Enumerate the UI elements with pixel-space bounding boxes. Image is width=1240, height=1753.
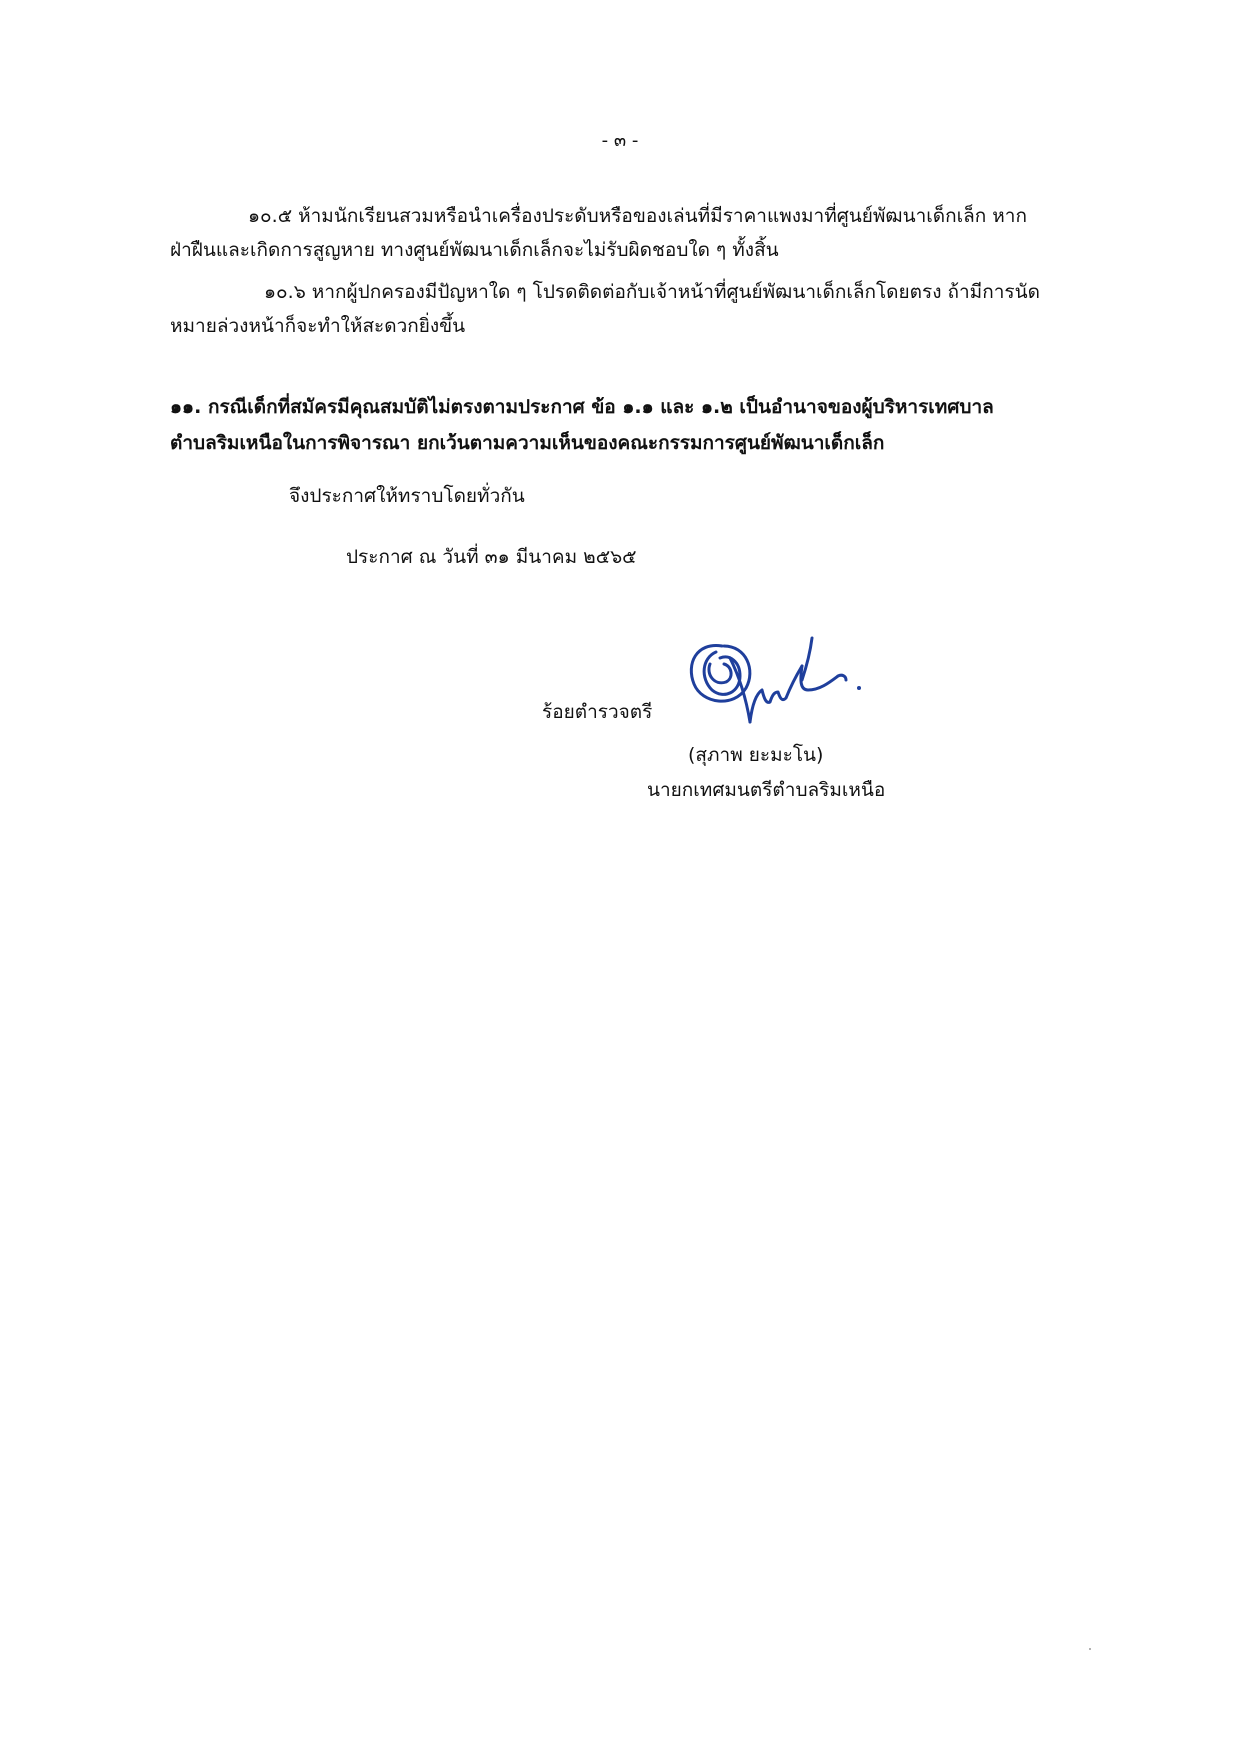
clause-11-line-1: ๑๑. กรณีเด็กที่สมัครมีคุณสมบัติไม่ตรงตามประกาศ ข้อ ๑.๑ และ ๑.๒ เป็นอำนาจของผู้บริหารเทศบาล	[170, 396, 994, 418]
clause-10-6-line-1: ๑๐.๖ หากผู้ปกครองมีปัญหาใด ๆ โปรดติดต่อกับเจ้าหน้าที่ศูนย์พัฒนาเด็กเล็กโดยตรง ถ้ามีการนัด	[264, 281, 1040, 303]
page-number: - ๓ -	[601, 130, 639, 151]
signatory-rank: ร้อยตำรวจตรี	[542, 701, 653, 723]
signature-image	[684, 632, 869, 732]
clause-10-6-line-2: หมายล่วงหน้าก็จะทำให้สะดวกยิ่งขึ้น	[170, 315, 466, 337]
clause-10-5-line-2: ฝ่าฝืนและเกิดการสูญหาย ทางศูนย์พัฒนาเด็กเล็กจะไม่รับผิดชอบใด ๆ ทั้งสิ้น	[170, 239, 779, 261]
closing-statement: จึงประกาศให้ทราบโดยทั่วกัน	[289, 485, 525, 507]
signatory-name: (สุภาพ ยะมะโน)	[688, 744, 824, 766]
clause-11-line-2: ตำบลริมเหนือในการพิจารณา ยกเว้นตามความเห็นของคณะกรรมการศูนย์พัฒนาเด็กเล็ก	[170, 432, 885, 454]
clause-10-5-line-1: ๑๐.๕ ห้ามนักเรียนสวมหรือนำเครื่องประดับหรือของเล่นที่มีราคาแพงมาที่ศูนย์พัฒนาเด็กเล็ก หาก	[248, 205, 1027, 227]
announcement-date: ประกาศ ณ วันที่ ๓๑ มีนาคม ๒๕๖๕	[346, 546, 637, 568]
signatory-position: นายกเทศมนตรีตำบลริมเหนือ	[647, 779, 886, 801]
scan-speck	[1089, 1648, 1091, 1650]
